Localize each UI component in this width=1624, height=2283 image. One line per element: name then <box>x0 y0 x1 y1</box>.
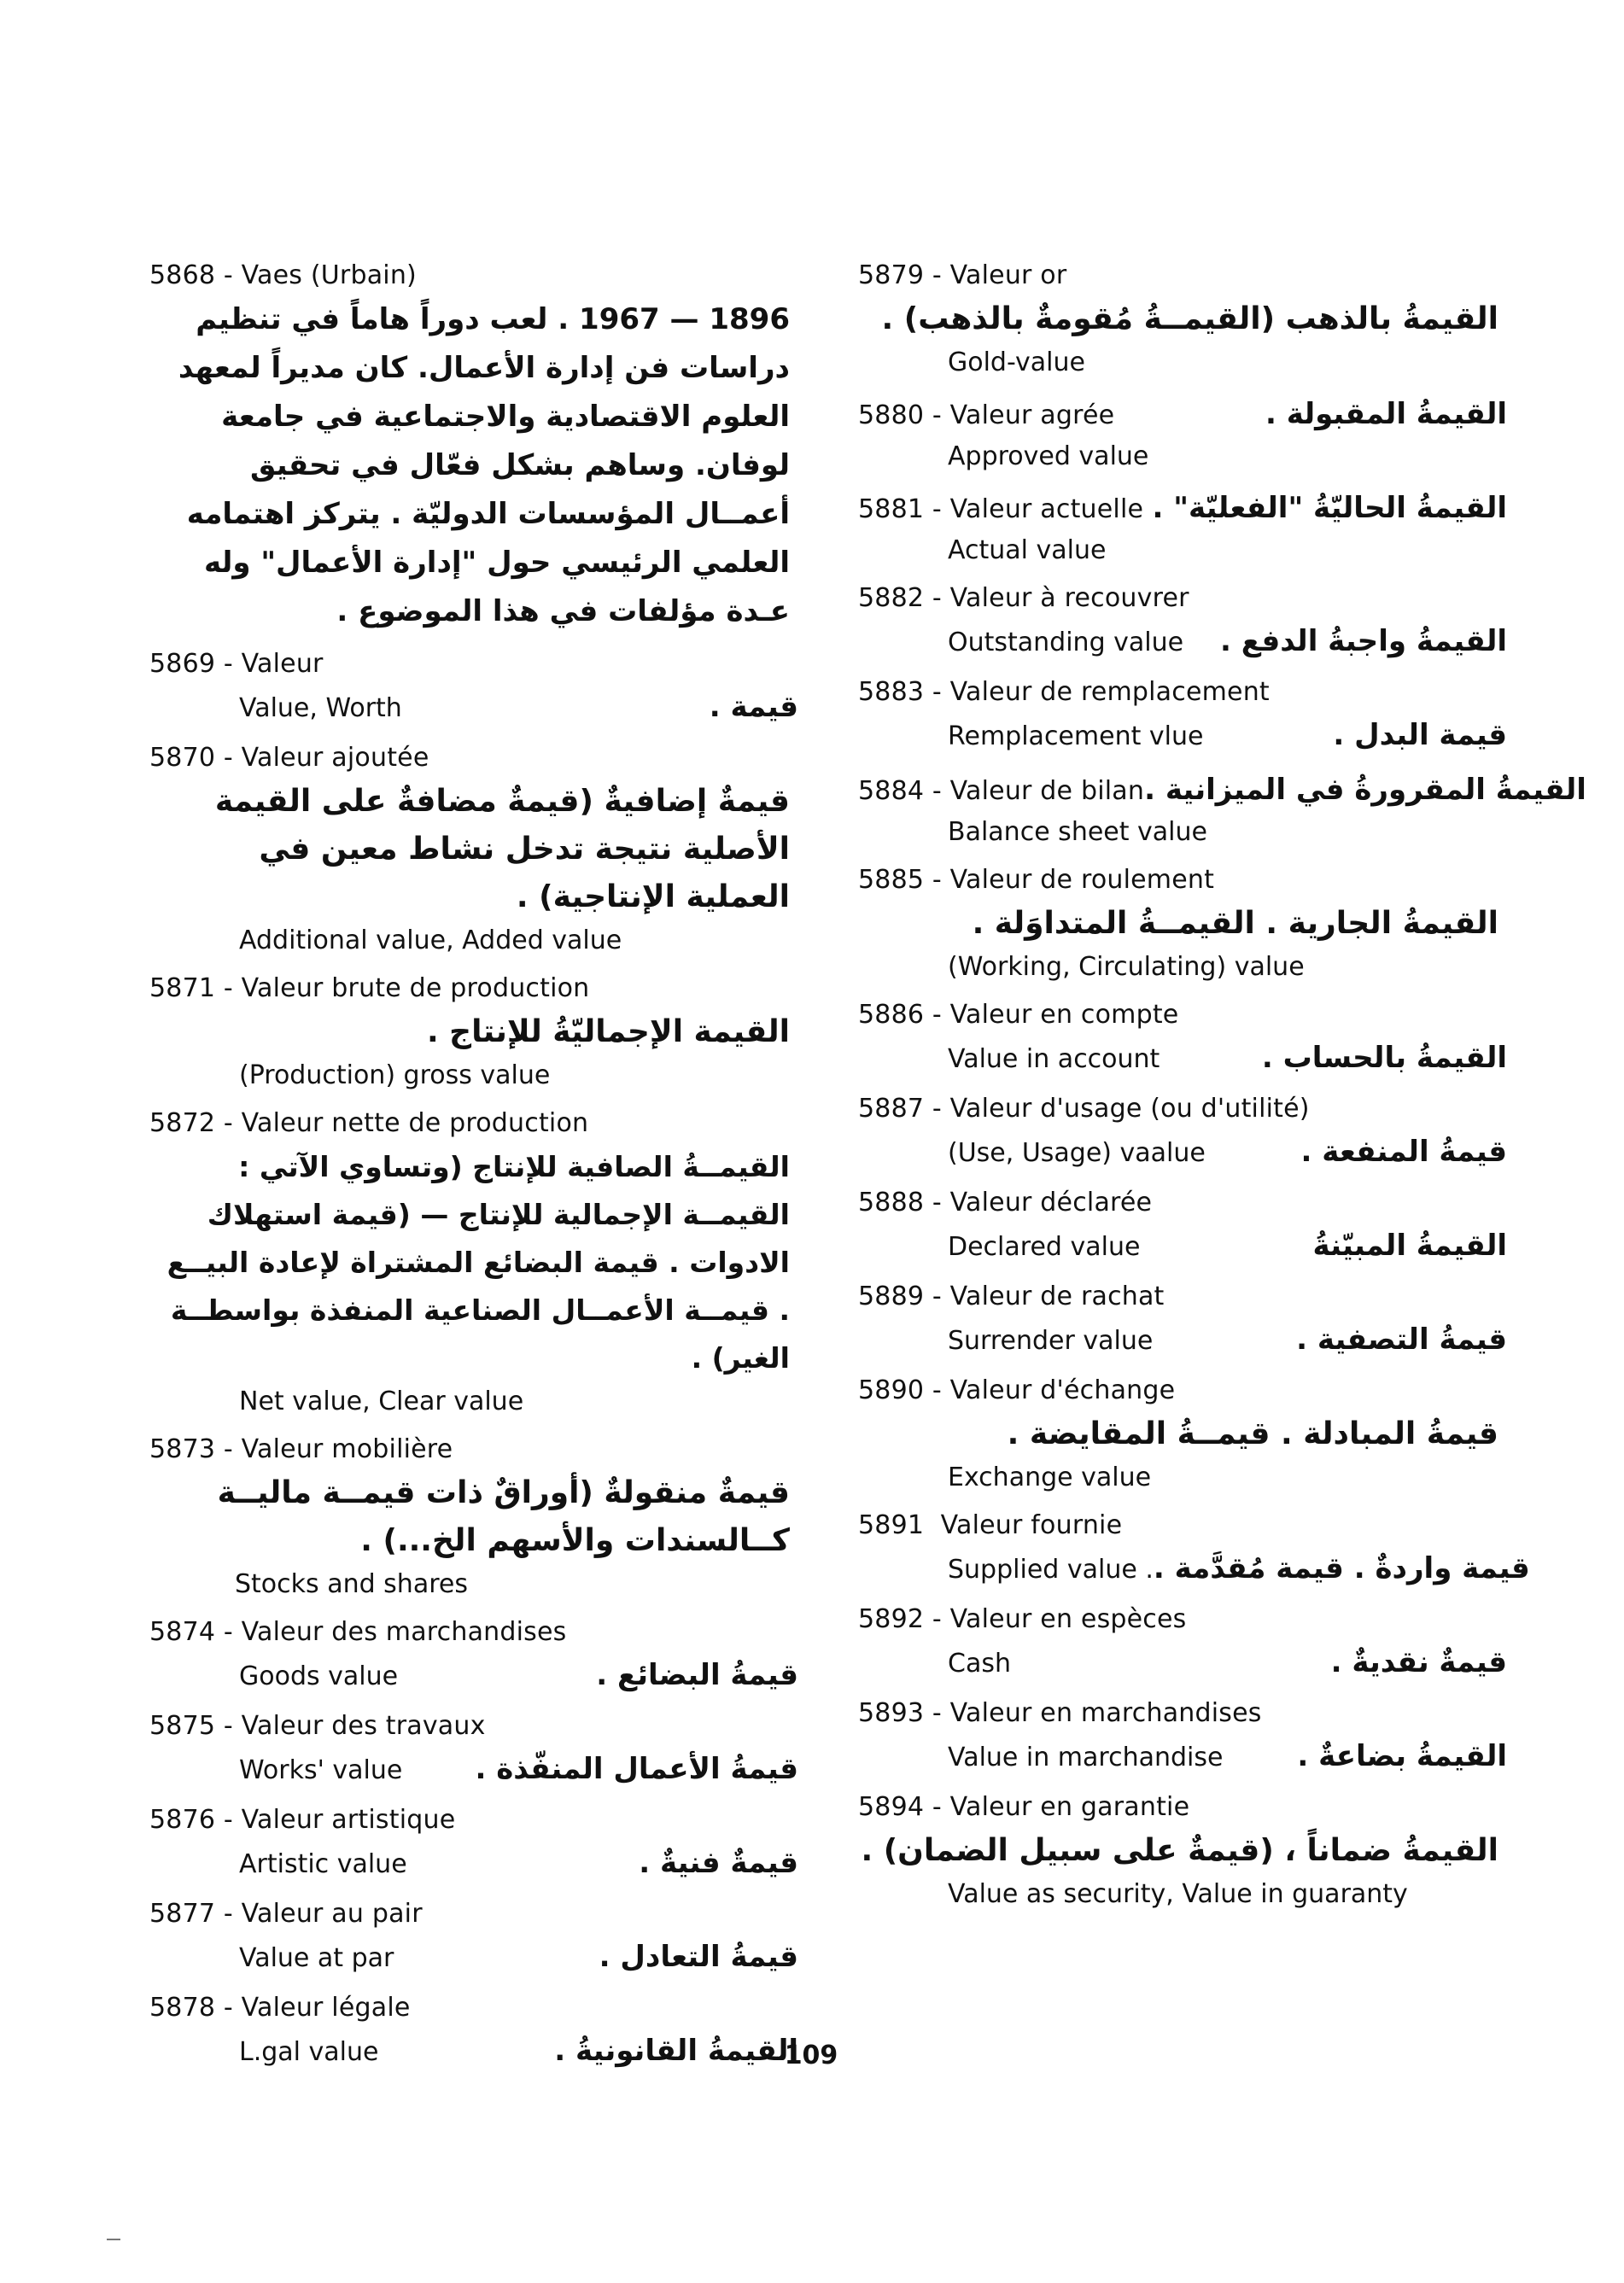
entry-translation-row <box>149 1840 798 1886</box>
arabic-definition: قيمةُ المبادلة . قيمــةُ المقايضة . <box>1007 1416 1498 1451</box>
arabic-definition: القيمــةُ الصافية للإنتاج (وتساوي الآتي : القيمــة الإجمالية للإنتاج — (قيمة استهلاك الادوات . قيمة البضائع المشتراة لإعادة البيــع . قيمــة الأعمــال الصناعية المنفذة بواسطــة الغير) . <box>166 1150 790 1375</box>
arabic-translation: قيمةُ التعادل . <box>599 1940 798 1974</box>
entry-term: Valeur au pair <box>241 1899 423 1929</box>
entry-heading: 5883 - Valeur de remplacement <box>858 677 1270 707</box>
arabic-translation: القيمةُ المقرورةُ في الميزانية . <box>1144 773 1586 807</box>
entry-number: 5890 <box>858 1375 925 1405</box>
english-translation: Actual value <box>948 535 1107 565</box>
entry-number: 5875 <box>149 1711 216 1741</box>
entry-term: Valeur de remplacement <box>949 677 1270 707</box>
english-translation: Declared value <box>948 1232 1141 1262</box>
entry-heading: 5893 - Valeur en marchandises <box>858 1698 1262 1728</box>
entry-number: 5877 <box>149 1899 216 1929</box>
right-column <box>858 256 1586 1923</box>
arabic-translation: قيمةُ البضائع . <box>596 1658 798 1692</box>
entry-number: 5885 <box>858 865 925 895</box>
english-translation: Goods value <box>239 1661 399 1691</box>
entry-5890 <box>858 1371 1507 1498</box>
english-translation: Net value, Clear value <box>239 1387 524 1416</box>
entry-number: 5884 <box>858 776 925 806</box>
entry-translation-row <box>858 1317 1507 1363</box>
entry-5893 <box>858 1694 1507 1779</box>
entry-number: 5894 <box>858 1792 925 1822</box>
entry-term: Valeur des marchandises <box>241 1617 567 1647</box>
arabic-translation: قيمةٌ نقديةٌ . <box>1330 1645 1507 1679</box>
entry-number: 5892 <box>858 1604 925 1634</box>
english-translation: (Production) gross value <box>239 1060 551 1090</box>
english-translation: Value in account <box>948 1044 1160 1074</box>
english-translation: Value, Worth <box>239 693 402 723</box>
entry-heading: 5869 - Valeur <box>149 649 324 679</box>
entry-5873 <box>149 1430 798 1604</box>
arabic-translation: قيمة البدل . <box>1333 718 1507 752</box>
arabic-definition: القيمة الإجماليّةُ للإنتاج . <box>426 1014 790 1049</box>
entry-term: Valeur en compte <box>949 1000 1179 1030</box>
entry-term: Valeur en garantie <box>949 1792 1190 1822</box>
arabic-definition: قيمةٌ منقولةٌ (أوراقٌ ذات قيمــة ماليــة كــالسندات والأسهم الخ...) . <box>217 1475 790 1558</box>
entry-number: 5881 <box>858 494 925 524</box>
entry-5875 <box>149 1707 798 1792</box>
entry-term: Valeur en marchandises <box>949 1698 1262 1728</box>
entry-translation-row <box>149 1934 798 1980</box>
english-translation: Works' value <box>239 1755 403 1785</box>
entry-heading-row <box>858 767 1586 813</box>
english-translation: Approved value <box>948 441 1149 471</box>
entry-number: 5869 <box>149 649 216 679</box>
english-translation: Supplied value . <box>948 1555 1154 1585</box>
entry-heading: 5875 - Valeur des travaux <box>149 1711 486 1741</box>
entry-5874 <box>149 1613 798 1698</box>
english-translation: Artistic value <box>239 1849 407 1879</box>
entry-number: 5893 <box>858 1698 925 1728</box>
entry-translation-row <box>149 1652 798 1698</box>
entry-number: 5878 <box>149 1993 216 2023</box>
entry-number: 5882 <box>858 583 925 613</box>
entry-5881 <box>858 485 1507 570</box>
entry-term: Valeur fournie <box>940 1510 1123 1540</box>
entry-5877 <box>149 1895 798 1980</box>
entry-heading: 5888 - Valeur déclarée <box>858 1188 1153 1217</box>
entry-term: Valeur d'usage (ou d'utilité) <box>949 1094 1310 1124</box>
entry-5891 <box>858 1506 1530 1591</box>
left-column <box>149 256 798 2082</box>
arabic-translation: قيمة واردةٌ . قيمة مُقدَّمة . <box>1153 1551 1530 1585</box>
entry-heading: 5874 - Valeur des marchandises <box>149 1617 567 1647</box>
entry-number: 5872 <box>149 1108 216 1138</box>
entry-heading: 5868 - Vaes (Urbain) <box>149 260 417 290</box>
entry-number: 5879 <box>858 260 925 290</box>
english-translation: L.gal value <box>239 2037 379 2067</box>
english-translation: Value in marchandise <box>948 1743 1224 1772</box>
margin-mark <box>107 2239 120 2240</box>
entry-5878 <box>149 1988 798 2074</box>
entry-heading: 5894 - Valeur en garantie <box>858 1792 1190 1822</box>
entry-translation-row <box>858 618 1507 664</box>
entry-translation-row <box>858 1545 1530 1591</box>
entry-translation-row <box>858 1639 1507 1685</box>
entry-heading: 5870 - Valeur ajoutée <box>149 743 429 773</box>
entry-5892 <box>858 1600 1507 1685</box>
entry-5880 <box>858 391 1507 476</box>
arabic-translation: قيمةٌ فنيةٌ . <box>639 1846 798 1880</box>
arabic-definition: القيمةُ بالذهب (القيمــةُ مُقومةٌ بالذهب) . <box>881 301 1498 336</box>
entry-translation-row <box>858 1223 1507 1269</box>
entry-heading: 5887 - Valeur d'usage (ou d'utilité) <box>858 1094 1310 1124</box>
entry-5884 <box>858 767 1586 852</box>
english-translation: Stocks and shares <box>235 1569 468 1599</box>
entry-heading: 5876 - Valeur artistique <box>149 1805 456 1835</box>
english-translation: (Use, Usage) vaalue <box>948 1138 1206 1168</box>
entry-number: 5891 <box>858 1510 925 1540</box>
entry-term: Vaes (Urbain) <box>241 260 417 290</box>
entry-translation-row <box>149 684 798 730</box>
entry-heading: 5873 - Valeur mobilière <box>149 1434 453 1464</box>
arabic-translation: القيمةُ بالحساب . <box>1261 1041 1507 1075</box>
arabic-translation: القيمةُ بضاعةٌ . <box>1297 1739 1507 1773</box>
entry-number: 5889 <box>858 1282 925 1311</box>
entry-term: Valeur légale <box>241 1993 411 2023</box>
entry-number: 5871 <box>149 973 216 1003</box>
entry-heading: 5892 - Valeur en espèces <box>858 1604 1187 1634</box>
entry-heading: 5877 - Valeur au pair <box>149 1899 423 1929</box>
entry-number: 5888 <box>858 1188 925 1217</box>
entry-5888 <box>858 1183 1507 1269</box>
english-translation: Value as security, Value in guaranty <box>948 1879 1408 1909</box>
entry-term: Valeur artistique <box>241 1805 456 1835</box>
entry-term: Valeur de roulement <box>949 865 1215 895</box>
entry-term: Valeur de bilan <box>949 776 1145 806</box>
entry-term: Valeur nette de production <box>241 1108 589 1138</box>
entry-translation-row <box>858 1129 1507 1175</box>
entry-heading-row <box>858 391 1507 437</box>
entry-number: 5868 <box>149 260 216 290</box>
arabic-translation: القيمةُ المبيّنةُ <box>1312 1229 1507 1263</box>
english-translation: Remplacement vlue <box>948 721 1204 751</box>
arabic-translation: قيمةُ المنفعة . <box>1300 1135 1507 1169</box>
entry-heading <box>858 1506 1507 1545</box>
entry-term: Valeur d'échange <box>949 1375 1176 1405</box>
english-translation: Cash <box>948 1649 1011 1679</box>
arabic-definition: القيمةُ الجارية . القيمــةُ المتداوَلة . <box>972 906 1498 941</box>
entry-term: Valeur <box>241 649 324 679</box>
entry-number: 5870 <box>149 743 216 773</box>
arabic-translation: القيمةُ واجبةُ الدفع . <box>1220 624 1507 658</box>
english-translation: Gold-value <box>948 347 1085 377</box>
arabic-definition: 1896 — 1967 . لعب دوراً هاماً في تنظيم دراسات فن إدارة الأعمال. كان مديراً لمعهد العلوم الاقتصادية والاجتماعية في جامعة لوفان. وساهم بشكل فعّال في تحقيق أعمــال المؤسسات الدوليّة . يتركز اهتمامه العلمي الرئيسي حول "إدارة الأعمال" وله عـدة مؤلفات في هذا الموضوع . <box>178 302 790 628</box>
entry-number: 5873 <box>149 1434 216 1464</box>
entry-number: 5887 <box>858 1094 925 1124</box>
entry-translation-row <box>149 1746 798 1792</box>
entry-heading: 5872 - Valeur nette de production <box>149 1108 589 1138</box>
entry-5889 <box>858 1277 1507 1363</box>
entry-term: Valeur des travaux <box>241 1711 486 1741</box>
english-translation: Surrender value <box>948 1326 1154 1356</box>
english-translation: (Working, Circulating) value <box>948 952 1305 982</box>
entry-term: Valeur mobilière <box>241 1434 453 1464</box>
entry-term: Valeur actuelle <box>949 494 1144 524</box>
entry-number: 5883 <box>858 677 925 707</box>
arabic-definition: القيمةُ ضماناً ، (قيمةٌ على سبيل الضمان) . <box>861 1833 1498 1868</box>
entry-heading: 5884 - Valeur de bilan <box>858 776 1145 806</box>
entry-heading: 5889 - Valeur de rachat <box>858 1282 1165 1311</box>
entry-heading-row <box>858 485 1507 531</box>
entry-5882 <box>858 579 1507 664</box>
entry-translation-row <box>858 712 1507 758</box>
arabic-translation: قيمة . <box>709 690 798 724</box>
entry-heading: 5878 - Valeur légale <box>149 1993 411 2023</box>
entry-5887 <box>858 1089 1507 1175</box>
entry-heading: 5881 - Valeur actuelle <box>858 494 1144 524</box>
english-translation: Value at par <box>239 1943 394 1973</box>
entry-5869 <box>149 645 798 730</box>
entry-term: Valeur agrée <box>949 400 1115 430</box>
entry-term: Valeur ajoutée <box>241 743 429 773</box>
english-translation: Outstanding value <box>948 628 1184 657</box>
entry-heading: 5890 - Valeur d'échange <box>858 1375 1176 1405</box>
entry-5870 <box>149 739 798 960</box>
entry-5876 <box>149 1801 798 1886</box>
arabic-translation: القيمةُ القانونيةُ . <box>554 2034 798 2068</box>
entry-heading: 5886 - Valeur en compte <box>858 1000 1179 1030</box>
entry-number: 5886 <box>858 1000 925 1030</box>
entry-translation-row <box>149 2028 798 2074</box>
entry-heading: 5879 - Valeur or <box>858 260 1067 290</box>
entry-term: Valeur déclarée <box>949 1188 1153 1217</box>
entry-5872 <box>149 1104 798 1422</box>
entry-5879 <box>858 256 1507 382</box>
arabic-translation: قيمةُ التصفية . <box>1296 1323 1507 1357</box>
arabic-translation: القيمةُ الحاليّةُ "الفعليّة" . <box>1152 491 1507 525</box>
entry-term: Valeur en espèces <box>949 1604 1187 1634</box>
entry-number: 5874 <box>149 1617 216 1647</box>
entry-term: Valeur or <box>949 260 1067 290</box>
entry-5886 <box>858 996 1507 1081</box>
entry-heading: 5885 - Valeur de roulement <box>858 865 1215 895</box>
entry-term: Valeur de rachat <box>949 1282 1165 1311</box>
english-translation: Exchange value <box>948 1463 1152 1492</box>
entry-heading: 5871 - Valeur brute de production <box>149 973 590 1003</box>
entry-5868 <box>149 256 798 636</box>
entry-5871 <box>149 969 798 1095</box>
page-number: 109 <box>784 2041 838 2070</box>
entry-translation-row <box>858 1035 1507 1081</box>
entry-heading: 5880 - Valeur agrée <box>858 400 1115 430</box>
arabic-definition: قيمةٌ إضافيةٌ (قيمةٌ مضافةٌ على القيمة الأصلية نتيجة تدخل نشاط معين في العملية الإنتاجية) . <box>214 784 790 914</box>
english-translation: Balance sheet value <box>948 817 1207 847</box>
entry-heading: 5882 - Valeur à recouvrer <box>858 583 1189 613</box>
entry-number: 5880 <box>858 400 925 430</box>
entry-translation-row <box>858 1733 1507 1779</box>
entry-term: Valeur à recouvrer <box>949 583 1189 613</box>
entry-5894 <box>858 1788 1507 1914</box>
english-translation: Additional value, Added value <box>239 925 622 955</box>
entry-number: 5876 <box>149 1805 216 1835</box>
entry-term: Valeur brute de production <box>241 973 590 1003</box>
entry-5883 <box>858 673 1507 758</box>
arabic-translation: القيمةُ المقبولة . <box>1265 397 1507 431</box>
entry-5885 <box>858 861 1507 987</box>
arabic-translation: قيمةُ الأعمال المنفّذة . <box>475 1752 798 1786</box>
